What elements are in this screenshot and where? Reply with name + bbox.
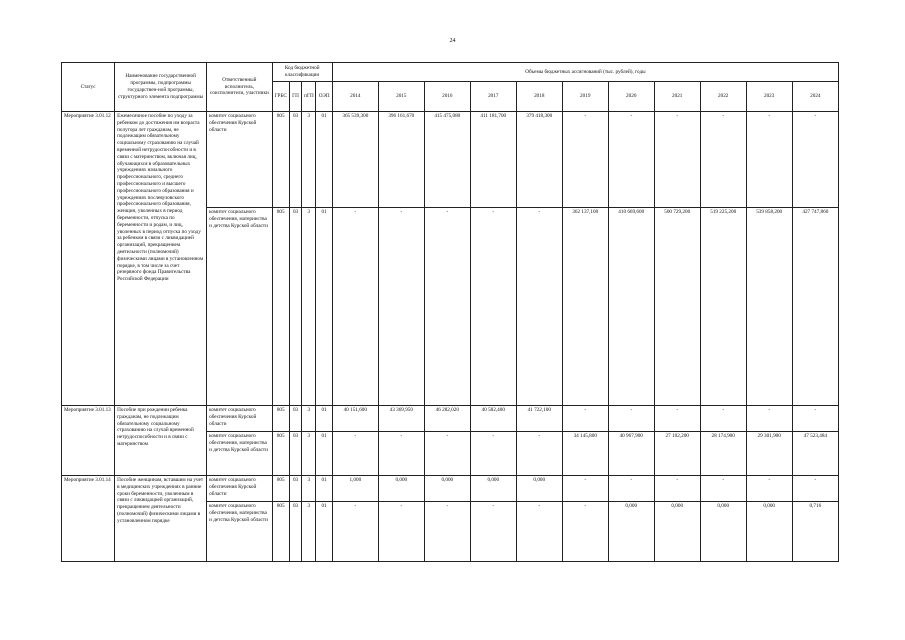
value-cell: 500 729,200 bbox=[654, 208, 700, 406]
grbs-cell: 805 bbox=[272, 432, 289, 476]
value-cell: 0,000 bbox=[654, 502, 700, 562]
value-cell: 41 722,100 bbox=[516, 406, 562, 432]
value-cell: 0,000 bbox=[516, 476, 562, 502]
value-cell: - bbox=[470, 432, 516, 476]
pgp-cell: 3 bbox=[302, 112, 316, 208]
value-cell: 46 282,020 bbox=[424, 406, 470, 432]
grbs-cell: 805 bbox=[272, 208, 289, 406]
value-cell: - bbox=[654, 112, 700, 208]
responsible-cell: комитет социального обеспечения, материнства и детства Курской области bbox=[207, 502, 272, 562]
responsible-cell: комитет социального обеспечения Курской области bbox=[207, 112, 272, 208]
value-cell: - bbox=[608, 112, 654, 208]
value-cell: - bbox=[470, 208, 516, 406]
pgp-cell: 3 bbox=[302, 208, 316, 406]
value-cell: 47 523,484 bbox=[792, 432, 838, 476]
pgp-cell: 3 bbox=[302, 476, 316, 502]
value-cell: - bbox=[562, 112, 608, 208]
value-cell: 40 967,900 bbox=[608, 432, 654, 476]
value-cell: 0,000 bbox=[700, 502, 746, 562]
value-cell: - bbox=[562, 476, 608, 502]
header-year: 2021 bbox=[654, 82, 700, 112]
value-cell: - bbox=[654, 406, 700, 432]
header-year: 2024 bbox=[792, 82, 838, 112]
gp-cell: 03 bbox=[289, 406, 301, 432]
gp-cell: 03 bbox=[289, 502, 301, 562]
value-cell: 365 539,300 bbox=[332, 112, 378, 208]
value-cell: - bbox=[608, 476, 654, 502]
responsible-cell: комитет социального обеспечения Курской области bbox=[207, 406, 272, 432]
value-cell: - bbox=[700, 406, 746, 432]
status-cell: Мероприятие 3.01.12 bbox=[62, 112, 115, 406]
value-cell: - bbox=[746, 112, 792, 208]
value-cell: 40 582,400 bbox=[470, 406, 516, 432]
table-row bbox=[62, 112, 839, 208]
pgp-cell: 3 bbox=[302, 406, 316, 432]
value-cell: - bbox=[424, 502, 470, 562]
value-cell: - bbox=[562, 502, 608, 562]
pgp-cell: 3 bbox=[302, 502, 316, 562]
responsible-cell: комитет социального обеспечения Курской области bbox=[207, 476, 272, 502]
responsible-cell: комитет социального обеспечения, материнства и детства Курской области bbox=[207, 208, 272, 406]
header-year: 2018 bbox=[516, 82, 562, 112]
status-cell: Мероприятие 3.01.14 bbox=[62, 476, 115, 562]
gp-cell: 03 bbox=[289, 112, 301, 208]
value-cell: - bbox=[792, 406, 838, 432]
header-year: 2023 bbox=[746, 82, 792, 112]
value-cell: 415 475,080 bbox=[424, 112, 470, 208]
oem-cell: 01 bbox=[316, 502, 332, 562]
table-row bbox=[62, 406, 839, 432]
value-cell: - bbox=[746, 476, 792, 502]
header-year: 2020 bbox=[608, 82, 654, 112]
grbs-cell: 805 bbox=[272, 476, 289, 502]
status-cell: Мероприятие 3.01.13 bbox=[62, 406, 115, 476]
grbs-cell: 805 bbox=[272, 112, 289, 208]
header-pgp: пГП bbox=[302, 82, 316, 112]
header-year: 2015 bbox=[378, 82, 424, 112]
value-cell: - bbox=[516, 208, 562, 406]
gp-cell: 03 bbox=[289, 432, 301, 476]
header-year: 2022 bbox=[700, 82, 746, 112]
value-cell: 0,716 bbox=[792, 502, 838, 562]
table-row bbox=[62, 476, 839, 502]
oem-cell: 01 bbox=[316, 112, 332, 208]
value-cell: - bbox=[700, 112, 746, 208]
value-cell: 379 418,300 bbox=[516, 112, 562, 208]
name-cell: Ежемесячное пособие по уходу за ребенком до достижения им возраста полутора лет гражданам, не подлежащим обязательному социальному страхованию на случай временной нетрудоспособности и в связи с материнством, включая лиц, обучающихся в образовательных учреждениях начального профессионального, среднего профессионального и высшего профессионального образования и учреждениях послевузовского профессионального образования, женщин, уволенных в период беременности, отпуска по беременности и родам, и лиц, уволенных в период отпуска по уходу за ребенком в связи с ликвидацией организаций, прекращением деятельности (полномочий) физическими лицами в установленном порядке, в том числе за счет резервного фонда Правительства Российской Федерации bbox=[115, 112, 207, 406]
value-cell: - bbox=[332, 432, 378, 476]
value-cell: 362 137,100 bbox=[562, 208, 608, 406]
header-volumes: Объемы бюджетных ассигнований (тыс. рублей), годы bbox=[332, 63, 838, 82]
value-cell: 0,000 bbox=[378, 476, 424, 502]
oem-cell: 01 bbox=[316, 432, 332, 476]
header-status: Статус bbox=[62, 63, 115, 112]
value-cell: - bbox=[378, 502, 424, 562]
name-cell: Пособие при рождении ребенка гражданам, не подлежащим обязательному социальному страхованию на случай временной нетрудоспособности и в связи с материнством bbox=[115, 406, 207, 476]
gp-cell: 03 bbox=[289, 208, 301, 406]
oem-cell: 01 bbox=[316, 406, 332, 432]
value-cell: - bbox=[562, 406, 608, 432]
value-cell: - bbox=[424, 432, 470, 476]
value-cell: - bbox=[332, 502, 378, 562]
value-cell: - bbox=[792, 476, 838, 502]
value-cell: 0,000 bbox=[746, 502, 792, 562]
value-cell: 34 145,800 bbox=[562, 432, 608, 476]
oem-cell: 01 bbox=[316, 476, 332, 502]
grbs-cell: 805 bbox=[272, 406, 289, 432]
value-cell: 410 669,600 bbox=[608, 208, 654, 406]
budget-table bbox=[61, 62, 839, 562]
name-cell: Пособие женщинам, вставшим на учет в медицинских учреждениях в ранние сроки беременности, уволенным в связи с ликвидацией организаций, прекращением деятельности (полномочий) физическими лицами в установленном порядке bbox=[115, 476, 207, 562]
header-oem: ОЭП bbox=[316, 82, 332, 112]
value-cell: - bbox=[654, 476, 700, 502]
header-name: Наименование государственной программы, подпрограммы государствен-ной программы, структурного элемента подпрограммы bbox=[115, 63, 207, 112]
value-cell: 427 747,860 bbox=[792, 208, 838, 406]
value-cell: - bbox=[378, 432, 424, 476]
value-cell: - bbox=[378, 208, 424, 406]
header-responsible: Ответственный исполнитель, соисполнители, участники bbox=[207, 63, 272, 112]
value-cell: - bbox=[516, 502, 562, 562]
value-cell: 28 174,900 bbox=[700, 432, 746, 476]
value-cell: 27 102,200 bbox=[654, 432, 700, 476]
value-cell: - bbox=[470, 502, 516, 562]
value-cell: 0,000 bbox=[470, 476, 516, 502]
value-cell: 1,000 bbox=[332, 476, 378, 502]
value-cell: 29 301,900 bbox=[746, 432, 792, 476]
value-cell: - bbox=[424, 208, 470, 406]
value-cell: 43 369,950 bbox=[378, 406, 424, 432]
header-grbs: ГРБС bbox=[272, 82, 289, 112]
header-year: 2014 bbox=[332, 82, 378, 112]
value-cell: 396 161,670 bbox=[378, 112, 424, 208]
value-cell: 0,000 bbox=[424, 476, 470, 502]
page-number: 24 bbox=[449, 38, 456, 44]
value-cell: - bbox=[608, 406, 654, 432]
value-cell: - bbox=[746, 406, 792, 432]
header-gp: ГП bbox=[289, 82, 301, 112]
grbs-cell: 805 bbox=[272, 502, 289, 562]
pgp-cell: 3 bbox=[302, 432, 316, 476]
oem-cell: 01 bbox=[316, 208, 332, 406]
header-year: 2016 bbox=[424, 82, 470, 112]
header-year: 2019 bbox=[562, 82, 608, 112]
value-cell: 40 151,600 bbox=[332, 406, 378, 432]
value-cell: 0,000 bbox=[608, 502, 654, 562]
value-cell: - bbox=[516, 432, 562, 476]
responsible-cell: комитет социального обеспечения, материнства и детства Курской области bbox=[207, 432, 272, 476]
header-year: 2017 bbox=[470, 82, 516, 112]
value-cell: 539 858,200 bbox=[746, 208, 792, 406]
header-budget-code: Код бюджетной классификации bbox=[272, 63, 332, 82]
value-cell: - bbox=[332, 208, 378, 406]
value-cell: 519 225,200 bbox=[700, 208, 746, 406]
gp-cell: 03 bbox=[289, 476, 301, 502]
value-cell: - bbox=[792, 112, 838, 208]
value-cell: - bbox=[700, 476, 746, 502]
value-cell: 411 181,700 bbox=[470, 112, 516, 208]
